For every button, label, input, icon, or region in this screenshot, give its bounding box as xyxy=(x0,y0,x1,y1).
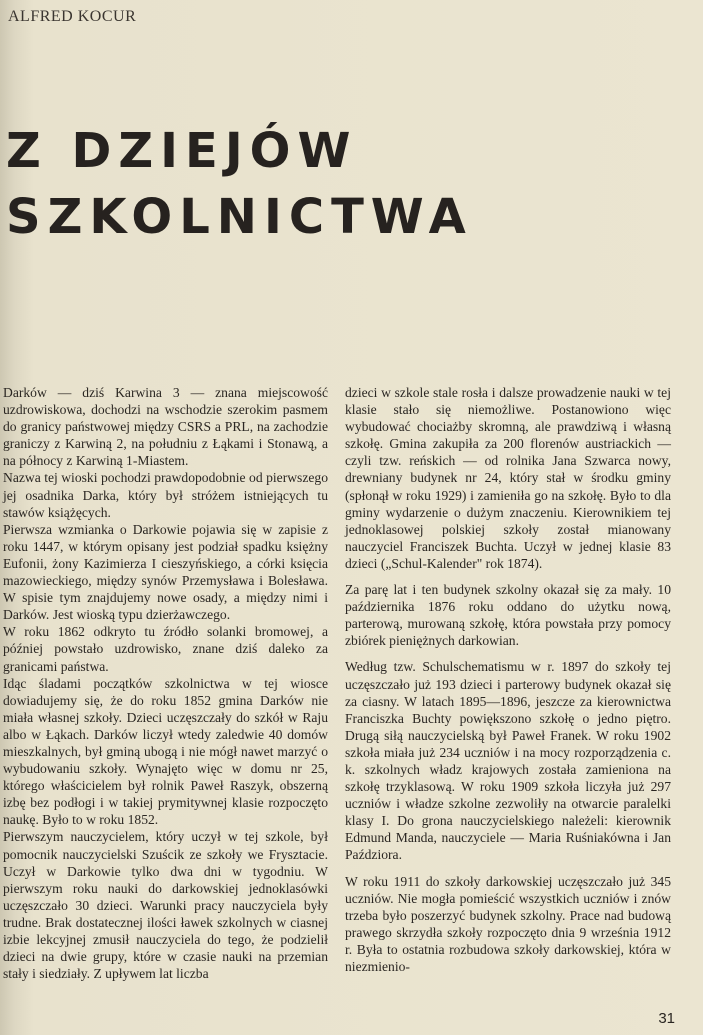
paragraph: Pierwsza wzmianka o Darkowie pojawia się w zapisie z roku 1447, w którym opisany jest podział spadku księżny Eufonii, żony Kazimierza I cieszyńskiego, a córki księcia mazowieckiego, między synów Przemysława i Bolesława. W spisie tym znajdujemy nowe osady, a między nimi i Darków. Jest wioską typu dzierżawczego. xyxy=(3,521,328,623)
paragraph: Darków — dziś Karwina 3 — znana miejscowość uzdrowiskowa, dochodzi na wschodzie szerokim pasmem do granicy państwowej między CSRS a PRL, na zachodzie graniczy z Karwiną 2, na południu z Łąkami i Stonawą, a na północy z Karwiną 1-Miastem. xyxy=(3,385,328,469)
paragraph: dzieci w szkole stale rosła i dalsze prowadzenie nauki w tej klasie stało się niemożliwe. Postanowiono więc wybudować chociażby skromną, ale prawdziwą i własną szkołę. Gmina zakupiła za 200 florenów austriackich — czyli tzw. reńskich — od rolnika Jana Szwarca nowy, drewniany budynek nr 24, który stał w środku gminy (spłonął w roku 1929) i zamieniła go na szkołę. Było to dla gminy wydarzenie o dużym znaczeniu. Kierownikiem tej jednoklasowej polskiej szkoły został mianowany nauczyciel Franciszek Buchta. Uczył w jednej klasie 83 dzieci („Schul-Kalender" rok 1874). xyxy=(345,385,671,571)
left-column xyxy=(3,384,328,982)
paragraph: W roku 1911 do szkoły darkowskiej uczęszczało już 345 uczniów. Nie mogła pomieścić wszystkich uczniów i znów trzeba było poszerzyć budynek szkolny. Prace nad budową prawego skrzydła szkoły rozpoczęto dnia 9 września 1912 r. Była to ostatnia rozbudowa szkoły darkowskiej, która w niezmienio- xyxy=(345,873,671,974)
author-name: ALFRED KOCUR xyxy=(8,8,137,25)
article-title xyxy=(6,118,473,250)
paragraph: Nazwa tej wioski pochodzi prawdopodobnie od pierwszego jej osadnika Darka, który był stróżem istniejących tu stawów książęcych. xyxy=(3,470,328,520)
right-column xyxy=(345,384,671,975)
paragraph: W roku 1862 odkryto tu źródło solanki bromowej, a później powstało uzdrowisko, znane dziś daleko za granicami państwa. xyxy=(3,624,328,674)
paragraph: Według tzw. Schulschematismu w r. 1897 do szkoły tej uczęszczało już 193 dzieci i parterowy budynek okazał się za ciasny. W latach 1895—1896, jeszcze za kierownictwa Franciszka Buchty powiększono szkołę o jedno piętro. Drugą siłą nauczycielską był Paweł Franek. W roku 1902 szkoła miała już 234 uczniów i na mocy rozporządzenia c. k. szkolnych władz krajowych została zamieniona na szkołę trzyklasową. W roku 1909 szkoła liczyła już 297 uczniów i władze szkolne zezwoliły na otwarcie paralelki klasy I. Do grona nauczycielskiego należeli: kierownik Edmund Manda, nauczyciele — Maria Ruśniakówna i Jan Paździora. xyxy=(345,659,671,863)
paragraph: Idąc śladami początków szkolnictwa w tej wiosce dowiadujemy się, że do roku 1852 gmina Darków nie miała własnej szkoły. Dzieci uczęszczały do szkół w Raju albo w Łąkach. Darków liczył wtedy zaledwie 40 domów mieszkalnych, był gminą ubogą i nie mógł nawet marzyć o wybudowaniu szkoły. Wynajęto więc w domu nr 25, którego właścicielem był rolnik Paweł Raszyk, obszerną izbę bez podłogi i w takiej prymitywnej klasie rozpoczęto naukę. Było to w roku 1852. xyxy=(3,675,328,828)
paragraph: Pierwszym nauczycielem, który uczył w tej szkole, był pomocnik nauczycielski Szuścik ze szkoły we Frysztacie. Uczył w Darkowie tylko dwa dni w tygodniu. W pierwszym roku nauki do darkowskiej jednoklasówki uczęszczało 30 dzieci. Warunki pracy nauczyciela były trudne. Brak dostatecznej ilości ławek szkolnych w ciasnej izbie lekcyjnej zmusił nauczyciela do tego, że podzielił dzieci na dwie grupy, które w czasie nauki na przemian stały i siedziały. Z upływem lat liczba xyxy=(3,829,328,982)
title-line-1: Z DZIEJÓW xyxy=(6,123,358,179)
title-line-2: SZKOLNICTWA xyxy=(6,189,473,245)
paragraph: Za parę lat i ten budynek szkolny okazał się za mały. 10 października 1876 roku oddano do użytku nową, parterową, murowaną szkołę, która powstała przy pomocy zbiórek pieniężnych darkowian. xyxy=(345,582,671,649)
page-number: 31 xyxy=(658,1010,675,1027)
